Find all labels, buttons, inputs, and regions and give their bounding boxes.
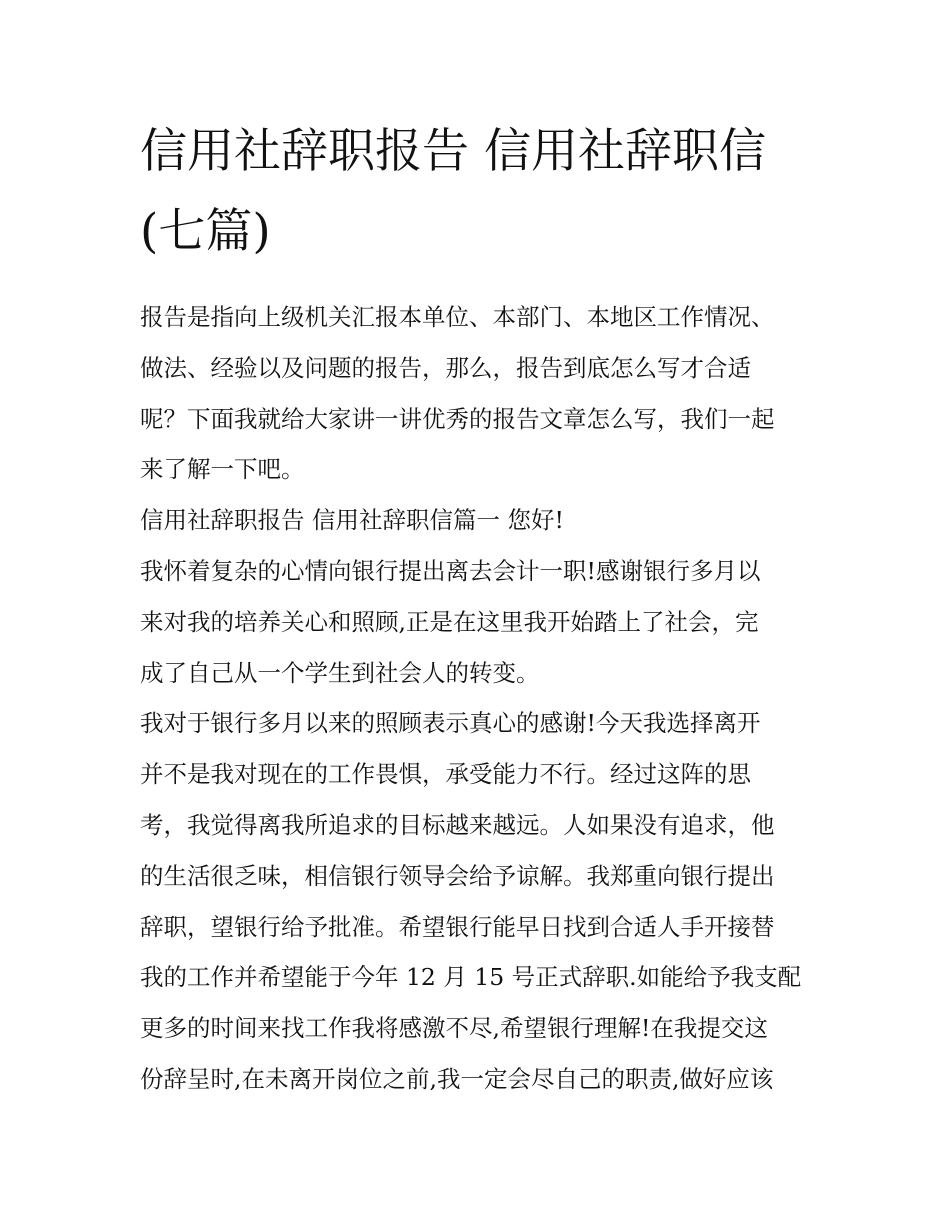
paragraph	[140, 546, 820, 698]
text-line: 报告是指向上级机关汇报本单位、本部门、本地区工作情况、	[140, 303, 775, 331]
text-line: 成了自己从一个学生到社会人的转变。	[140, 658, 540, 687]
paragraph	[140, 292, 820, 495]
text-line: 来了解一下吧。	[140, 455, 305, 484]
title-line: 信用社辞职报告 信用社辞职信	[140, 124, 766, 179]
title-line: (七篇)	[140, 204, 271, 259]
document-page	[140, 112, 820, 1105]
text-line: 考，我觉得离我所追求的目标越来越远。人如果没有追求，他	[140, 810, 775, 839]
text-line: 更多的时间来找工作我将感激不尽,希望银行理解!在我提交这	[140, 1014, 768, 1043]
text-line: 信用社辞职报告 信用社辞职信篇一 您好!	[140, 506, 564, 535]
text-line: 来对我的培养关心和照顾,正是在这里我开始踏上了社会，完	[140, 607, 759, 636]
text-line: 并不是我对现在的工作畏惧，承受能力不行。经过这阵的思	[140, 760, 751, 789]
paragraph	[140, 698, 820, 1104]
text-line: 我怀着复杂的心情向银行提出离去会计一职!感谢银行多月以	[140, 556, 761, 585]
document-title	[140, 112, 820, 272]
text-line: 呢？下面我就给大家讲一讲优秀的报告文章怎么写，我们一起	[140, 404, 775, 433]
text-line: 的生活很乏味，相信银行领导会给予谅解。我郑重向银行提出	[140, 861, 775, 890]
text-line: 份辞呈时,在未离开岗位之前,我一定会尽自己的职责,做好应该	[140, 1064, 774, 1093]
text-line: 我对于银行多月以来的照顾表示真心的感谢!今天我选择离开	[140, 709, 761, 738]
paragraph	[140, 495, 820, 546]
text-line: 我的工作并希望能于今年 12 月 15 号正式辞职.如能给予我支配	[140, 963, 802, 992]
text-line: 辞职，望银行给予批准。希望银行能早日找到合适人手开接替	[140, 912, 775, 941]
document-body	[140, 292, 820, 1105]
text-line: 做法、经验以及问题的报告，那么，报告到底怎么写才合适	[140, 353, 751, 382]
